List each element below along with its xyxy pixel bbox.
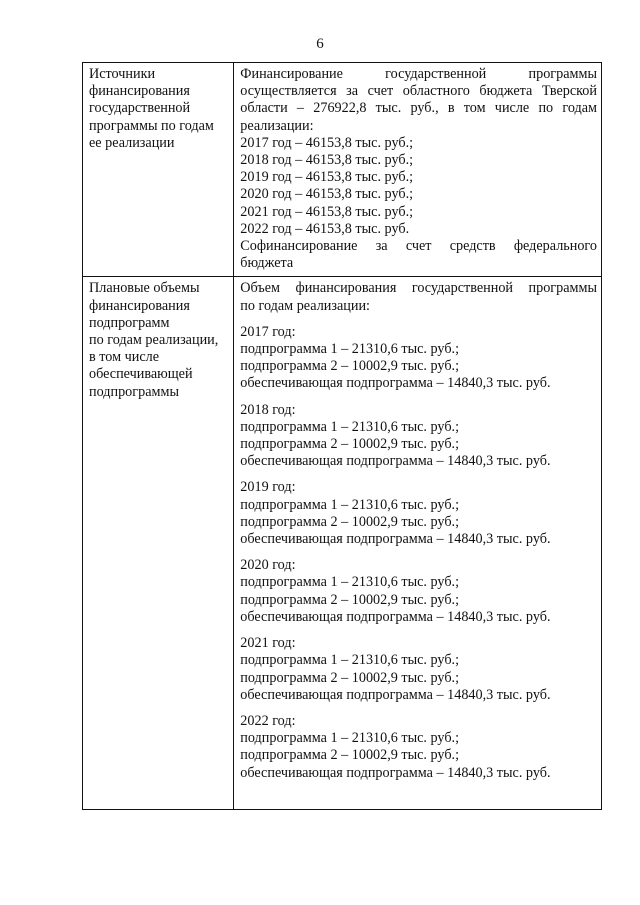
year-amount: 2020 год – 46153,8 тыс. руб.; [240,186,414,203]
year-block-2017 [240,324,597,393]
planned-volumes-label-cell [83,277,234,810]
intro-line: по годам реализации: [240,297,370,314]
year-heading: 2020 год: [240,557,296,574]
label-line: ее реализации [89,134,175,151]
support-subprogram-line: обеспечивающая подпрограмма – 14840,3 тыс. руб. [240,608,551,625]
label-line: финансирования [89,83,190,100]
program-passport-table [82,62,602,810]
label-line: по годам реализации, [89,332,219,349]
label-line: в том числе [89,349,160,366]
year-amount: 2017 год – 46153,8 тыс. руб.; [240,134,414,151]
subprogram-2-line: подпрограмма 2 – 10002,9 тыс. руб.; [240,513,460,530]
year-heading: 2019 год: [240,479,296,496]
label-line: подпрограммы [89,383,179,400]
support-subprogram-line: обеспечивающая подпрограмма – 14840,3 тыс. руб. [240,375,551,392]
page-number: 6 [316,36,324,52]
intro-line: осуществляется за счет областного бюджета Тверской [240,83,597,100]
label-line: обеспечивающей [89,366,193,383]
intro-line: реализации: [240,117,314,134]
cofinancing-line: бюджета [240,255,294,272]
planned-volumes-value-cell [234,277,602,810]
subprogram-2-line: подпрограмма 2 – 10002,9 тыс. руб.; [240,747,460,764]
subprogram-1-line: подпрограмма 1 – 21310,6 тыс. руб.; [240,652,460,669]
intro-line: области – 276922,8 тыс. руб., в том числе по годам [240,100,597,117]
subprogram-1-line: подпрограмма 1 – 21310,6 тыс. руб.; [240,730,460,747]
subprogram-1-line: подпрограмма 1 – 21310,6 тыс. руб.; [240,574,460,591]
year-amount: 2021 год – 46153,8 тыс. руб.; [240,203,414,220]
support-subprogram-line: обеспечивающая подпрограмма – 14840,3 тыс. руб. [240,453,551,470]
subprogram-2-line: подпрограмма 2 – 10002,9 тыс. руб.; [240,436,460,453]
label-line: Источники [89,66,156,82]
label-line: подпрограмм [89,314,170,331]
year-heading: 2018 год: [240,401,296,418]
support-subprogram-line: обеспечивающая подпрограмма – 14840,3 тыс. руб. [240,531,551,548]
subprogram-2-line: подпрограмма 2 – 10002,9 тыс. руб.; [240,591,460,608]
year-block-2022 [240,713,597,782]
year-block-2019 [240,479,597,548]
table-row-funding-sources [83,63,602,277]
label-line: финансирования [89,297,190,314]
funding-sources-label-cell [83,63,234,277]
cofinancing-line: Софинансирование за счет средств федерального [240,238,597,255]
year-heading: 2017 год: [240,323,296,340]
label-line: Плановые объемы [89,280,200,297]
year-block-2021 [240,635,597,704]
year-block-2020 [240,557,597,626]
funding-sources-value-cell [234,63,602,277]
year-amount: 2022 год – 46153,8 тыс. руб. [240,220,410,237]
subprogram-2-line: подпрограмма 2 – 10002,9 тыс. руб.; [240,669,460,686]
label-line: программы по годам [89,117,214,134]
support-subprogram-line: обеспечивающая подпрограмма – 14840,3 тыс. руб. [240,686,551,703]
subprogram-1-line: подпрограмма 1 – 21310,6 тыс. руб.; [240,418,460,435]
year-amount: 2018 год – 46153,8 тыс. руб.; [240,152,414,169]
year-amount: 2019 год – 46153,8 тыс. руб.; [240,169,414,186]
support-subprogram-line: обеспечивающая подпрограмма – 14840,3 тыс. руб. [240,764,551,781]
year-heading: 2021 год: [240,635,296,652]
subprogram-1-line: подпрограмма 1 – 21310,6 тыс. руб.; [240,341,460,358]
subprogram-2-line: подпрограмма 2 – 10002,9 тыс. руб.; [240,358,460,375]
intro-line: Финансирование государственной программы [240,66,597,82]
table-row-planned-volumes [83,277,602,810]
subprogram-1-line: подпрограмма 1 – 21310,6 тыс. руб.; [240,496,460,513]
label-line: государственной [89,100,191,117]
year-heading: 2022 год: [240,712,296,729]
year-block-2018 [240,402,597,471]
intro-line: Объем финансирования государственной программы [240,280,597,297]
